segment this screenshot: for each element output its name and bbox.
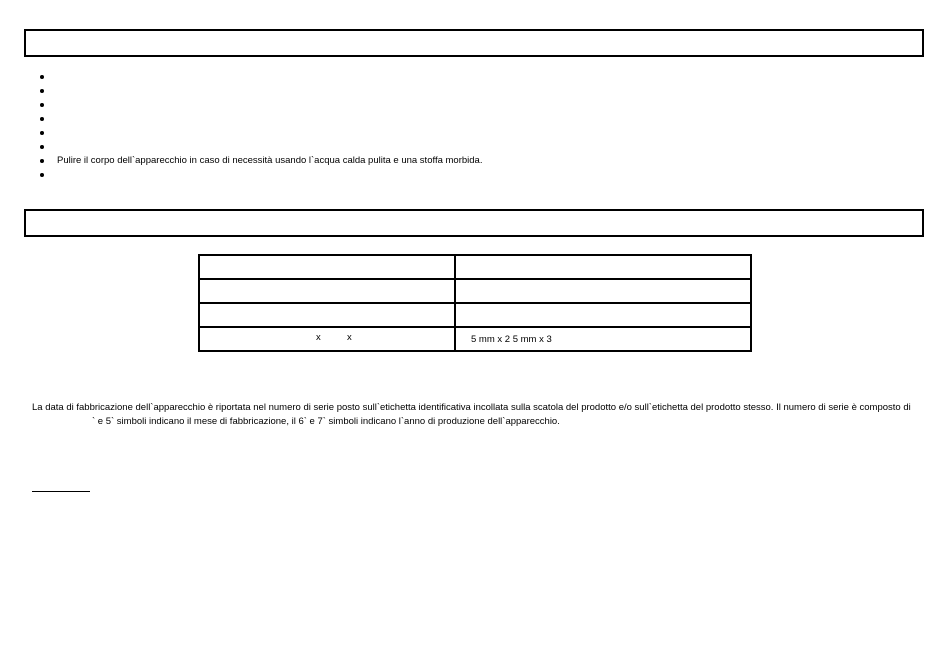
- list-item: [38, 168, 482, 182]
- list-item: [38, 84, 482, 98]
- spec-value: [455, 255, 751, 279]
- list-item: [38, 98, 482, 112]
- care-instructions-list: [38, 70, 482, 182]
- spec-label: [199, 303, 455, 327]
- spec-value: 5 mm x 2 5 mm x 3: [455, 327, 751, 351]
- section-header-care: [24, 29, 924, 57]
- list-item: [38, 112, 482, 126]
- list-item: [38, 140, 482, 154]
- spec-label: [199, 327, 455, 351]
- spec-value: [455, 303, 751, 327]
- table-row: [199, 279, 751, 303]
- table-row: [199, 255, 751, 279]
- note-line-2: ` e 5` simboli indicano il mese di fabbricazione, il 6` e 7` simboli indicano l`anno di produzione dell`apparecchio.: [92, 415, 560, 427]
- dimension-mark: x: [347, 331, 352, 343]
- dimension-mark: x: [316, 331, 321, 343]
- list-item: Pulire il corpo dell`apparecchio in caso di necessità usando l`acqua calda pulita e una stoffa morbida.: [38, 154, 482, 168]
- table-row: [199, 327, 751, 351]
- section-header-specs: [24, 209, 924, 237]
- note-line-1: La data di fabbricazione dell`apparecchio è riportata nel numero di serie posto sull`etichetta identificativa incollata sulla scatola del prodotto e/o sull`etichetta del prodotto stesso. Il numero di serie è composto di: [32, 402, 911, 413]
- specifications-table: [198, 254, 752, 352]
- dimension-marks: [200, 332, 454, 344]
- table-row: [199, 303, 751, 327]
- list-item: [38, 126, 482, 140]
- spec-label: [199, 255, 455, 279]
- footnote-divider: [32, 491, 90, 492]
- list-item: [38, 70, 482, 84]
- manufacture-date-note: [32, 401, 919, 428]
- spec-value: [455, 279, 751, 303]
- spec-label: [199, 279, 455, 303]
